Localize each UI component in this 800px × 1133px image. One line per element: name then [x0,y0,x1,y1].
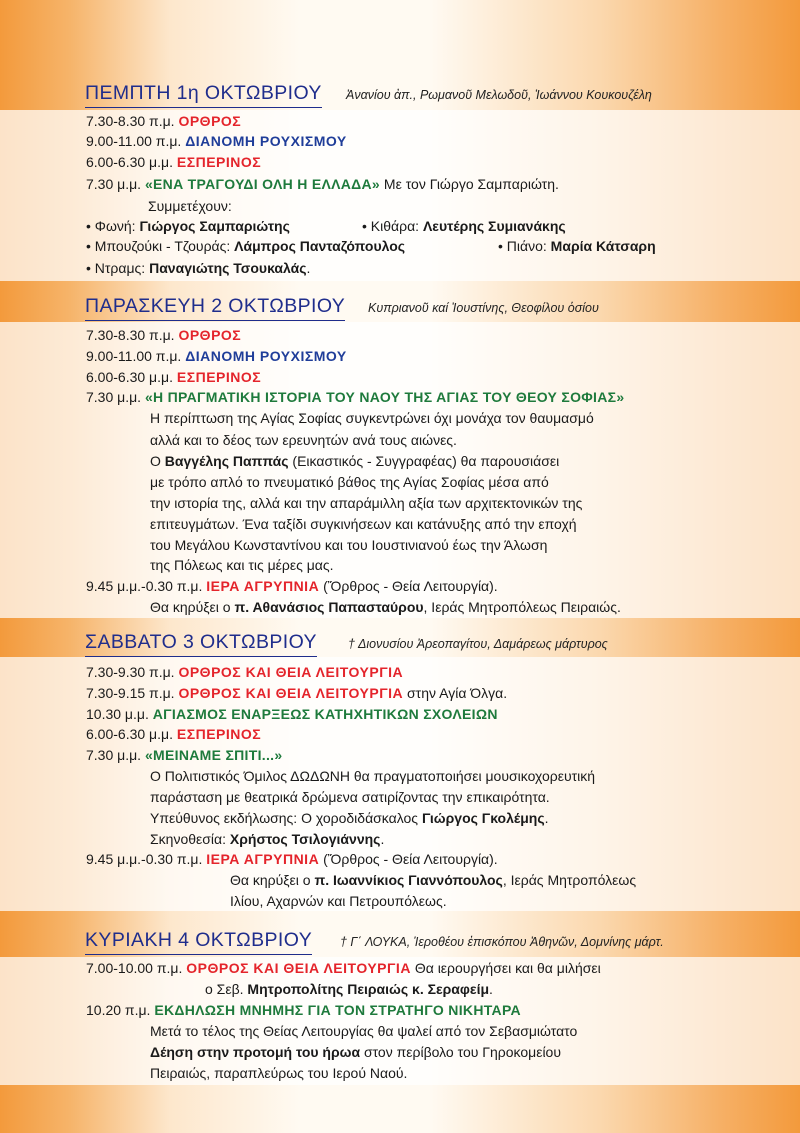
description-line: Δέηση στην προτομή του ήρωα στον περίβολο του Γηροκομείου [150,1044,561,1060]
schedule-line: 9.00-11.00 π.μ. ΔΙΑΝΟΜΗ ΡΟΥΧΙΣΜΟΥ [86,348,347,364]
description-line: ο Σεβ. Μητροπολίτης Πειραιώς κ. Σεραφείμ. [205,981,493,997]
schedule-line: 6.00-6.30 μ.μ. ΕΣΠΕΡΙΝΟΣ [86,726,262,742]
preacher-line: Ιλίου, Αχαρνών και Πετρουπόλεως. [230,893,447,909]
day-heading: ΠΑΡΑΣΚΕΥΗ 2 ΟΚΤΩΒΡΙΟΥ [85,295,345,318]
schedule-line: 7.30 μ.μ. «ΕΝΑ ΤΡΑΓΟΥΔΙ ΟΛΗ Η ΕΛΛΑΔΑ» Με τον Γιώργο Σαμπαριώτη. [86,176,559,192]
day-heading: ΚΥΡΙΑΚΗ 4 ΟΚΤΩΒΡΙΟΥ [85,929,312,952]
description-line: Η περίπτωση της Αγίας Σοφίας συγκεντρώνει όχι μονάχα τον θαυμασμό [150,410,594,426]
description-line: Ο Βαγγέλης Παππάς (Εικαστικός - Συγγραφέας) θα παρουσιάσει [150,453,560,469]
section-saturday [80,631,800,655]
preacher-line: Θα κηρύξει ο π. Αθανάσιος Παπασταύρου, Ιεράς Μητροπόλεως Πειραιώς. [150,599,621,615]
description-line: Υπεύθυνος εκδήλωσης: Ο χοροδιδάσκαλος Γιώργος Γκολέμης. [150,810,549,826]
description-line: του Μεγάλου Κωνσταντίνου και του Ιουστινιανού έως την Άλωση [150,537,548,553]
description-line: της Πόλεως και τις μέρες μας. [150,557,334,573]
schedule-line: 9.45 μ.μ.-0.30 π.μ. ΙΕΡΑ ΑΓΡΥΠΝΙΑ (Ὄρθρος - Θεία Λειτουργία). [86,578,498,594]
participant: • Μπουζούκι - Τζουράς: Λάμπρος Πανταζόπουλος [86,238,406,254]
schedule-line: 7.30-8.30 π.μ. ΟΡΘΡΟΣ [86,113,242,129]
saints-of-day: † Γ΄ ΛΟΥΚΑ, Ἱεροθέου ἐπισκόπου Ἀθηνῶν, Δομνίνης μάρτ. [340,935,664,949]
participant: • Ντραμς: Παναγιώτης Τσουκαλάς. [86,260,311,276]
schedule-line: 9.45 μ.μ.-0.30 π.μ. ΙΕΡΑ ΑΓΡΥΠΝΙΑ (Ὄρθρος - Θεία Λειτουργία). [86,851,498,867]
description-line: την ιστορία της, αλλά και την απαράμιλλη αξία των αρχιτεκτονικών της [150,495,583,511]
participant: • Κιθάρα: Λευτέρης Συμιανάκης [362,218,566,234]
schedule-line: 6.00-6.30 μ.μ. ΕΣΠΕΡΙΝΟΣ [86,154,262,170]
participants-label: Συμμετέχουν: [148,198,232,214]
schedule-line: 10.20 π.μ. ΕΚΔΗΛΩΣΗ ΜΝΗΜΗΣ ΓΙΑ ΤΟΝ ΣΤΡΑΤΗΓΟ ΝΙΚΗΤΑΡΑ [86,1002,521,1018]
description-line: με τρόπο απλό το πνευματικό βάθος της Αγίας Σοφίας μέσα από [150,474,549,490]
saints-of-day: Κυπριανοῦ καί Ἰουστίνης, Θεοφίλου ὁσίου [368,301,599,315]
preacher-line: Θα κηρύξει ο π. Ιωαννίκιος Γιαννόπουλος, Ιεράς Μητροπόλεως [230,872,637,888]
saints-of-day: † Διονυσίου Ἀρεοπαγίτου, Δαμάρεως μάρτυρος [348,637,608,651]
participant: • Φωνή: Γιώργος Σαμπαριώτης [86,218,290,234]
schedule-line: 7.30 μ.μ. «ΜΕΙΝΑΜΕ ΣΠΙΤΙ...» [86,747,283,763]
schedule-line: 7.30 μ.μ. «Η ΠΡΑΓΜΑΤΙΚΗ ΙΣΤΟΡΙΑ ΤΟΥ ΝΑΟΥ ΤΗΣ ΑΓΙΑΣ ΤΟΥ ΘΕΟΥ ΣΟΦΙΑΣ» [86,389,625,405]
section-friday [80,295,800,319]
participant: • Πιάνο: Μαρία Κάτσαρη [498,238,656,254]
description-line: Πειραιώς, παραπλεύρως του Ιερού Ναού. [150,1065,408,1081]
schedule-line: 10.30 μ.μ. ΑΓΙΑΣΜΟΣ ΕΝΑΡΞΕΩΣ ΚΑΤΗΧΗΤΙΚΩΝ ΣΧΟΛΕΙΩΝ [86,706,498,722]
description-line: επιτευγμάτων. Ένα ταξίδι συγκινήσεων και κατάνυξης από την εποχή [150,516,577,532]
description-line: παράσταση με θεατρικά δρώμενα σατιρίζοντας την επικαιρότητα. [150,789,550,805]
description-line: αλλά και το δέος των ερευνητών ανά τους αιώνες. [150,432,457,448]
schedule-line: 7.30-9.15 π.μ. ΟΡΘΡΟΣ ΚΑΙ ΘΕΙΑ ΛΕΙΤΟΥΡΓΙΑ στην Αγία Όλγα. [86,685,508,701]
schedule-line: 9.00-11.00 π.μ. ΔΙΑΝΟΜΗ ΡΟΥΧΙΣΜΟΥ [86,133,347,149]
description-line: Μετά το τέλος της Θείας Λειτουργίας θα ψαλεί από τον Σεβασμιώτατο [150,1023,578,1039]
schedule-line: 7.30-8.30 π.μ. ΟΡΘΡΟΣ [86,327,242,343]
day-heading: ΠΕΜΠΤΗ 1η ΟΚΤΩΒΡΙΟΥ [85,82,322,105]
schedule-line: 6.00-6.30 μ.μ. ΕΣΠΕΡΙΝΟΣ [86,369,262,385]
schedule-line: 7.30-9.30 π.μ. ΟΡΘΡΟΣ ΚΑΙ ΘΕΙΑ ΛΕΙΤΟΥΡΓΙΑ [86,664,404,680]
section-sunday [80,929,800,953]
day-heading: ΣΑΒΒΑΤΟ 3 ΟΚΤΩΒΡΙΟΥ [85,631,317,654]
schedule-line: 7.00-10.00 π.μ. ΟΡΘΡΟΣ ΚΑΙ ΘΕΙΑ ΛΕΙΤΟΥΡΓΙΑ Θα ιερουργήσει και θα μιλήσει [86,960,601,976]
description-line: Σκηνοθεσία: Χρήστος Τσιλογιάννης. [150,831,385,847]
section-thursday [80,82,800,106]
saints-of-day: Ἀνανίου ἀπ., Ρωμανοῦ Μελωδοῦ, Ἰωάννου Κουκουζέλη [346,88,652,102]
description-line: Ο Πολιτιστικός Όμιλος ΔΩΔΩΝΗ θα πραγματοποιήσει μουσικοχορευτική [150,768,596,784]
